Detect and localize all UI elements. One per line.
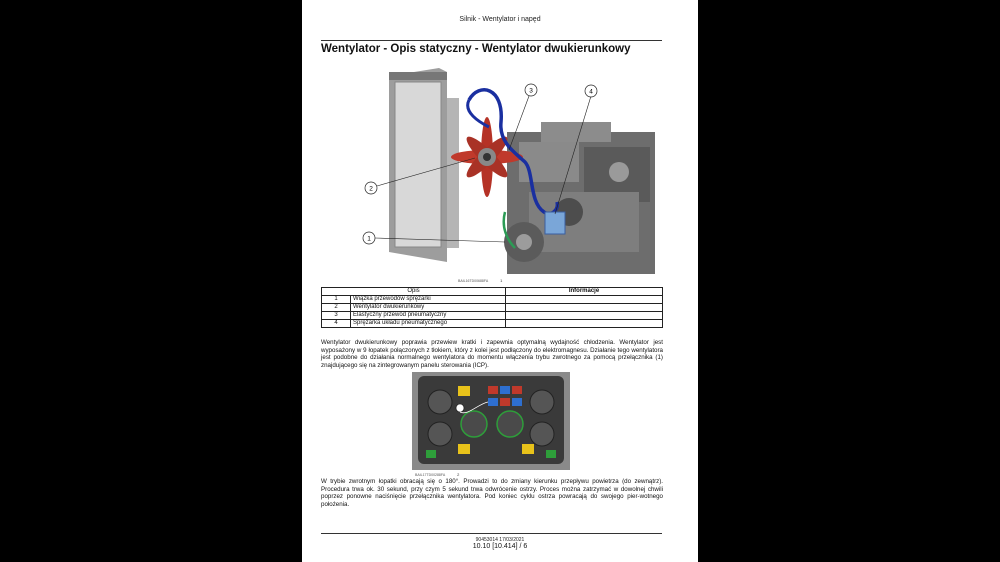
table-header-row [322, 288, 663, 296]
section-title: Wentylator - Opis statyczny - Wentylator dwukierunkowy [321, 43, 631, 55]
running-head: Silnik - Wentylator i napęd [459, 16, 541, 23]
figure2-caption [415, 472, 459, 477]
figure1-caption [458, 278, 502, 283]
table-row [322, 320, 663, 328]
header-rule [321, 40, 662, 41]
col-header-informacje: Informacje [506, 288, 663, 296]
row-number: 2 [322, 304, 351, 312]
figure1-code: BAIL16TD00688FA [458, 279, 489, 283]
paragraph-fan-description: Wentylator dwukierunkowy poprawia przewiew kratki i zapewnia optymalną wydajność chłodzenia. Wentylator jest wyposażony w 9 łopatek połączonych z tłokiem, który z kolei jest podłączony do elektromagnesu. Działanie tego wentylatora jest podobne do działania normalnego wentylatora do momentu włączenia trybu zwrotnego za pomocą przełącznika (1) znajdującego się na zintegrowanym panelu sterowania (ICP). [321, 339, 663, 369]
row-number: 4 [322, 320, 351, 328]
figure1-number: 1 [500, 278, 503, 283]
row-number: 1 [322, 296, 351, 304]
svg-text:1: 1 [367, 235, 371, 243]
control-panel-illustration [412, 372, 570, 470]
page-number: 10.10 [10.414] / 6 [472, 543, 528, 550]
document-id: 90453014 17/03/2021 [475, 537, 525, 543]
col-header-opis: Opis [322, 288, 506, 296]
row-info [506, 296, 663, 304]
compressor [545, 212, 565, 234]
row-description: Elastyczny przewód pneumatyczny [351, 312, 506, 320]
manual-page [302, 0, 698, 562]
svg-text:4: 4 [589, 88, 593, 96]
figure2-code: BAIL17TD00288FA [415, 473, 446, 477]
row-number: 3 [322, 312, 351, 320]
engine-fan-illustration [329, 62, 655, 274]
svg-text:3: 3 [529, 87, 533, 95]
callout-3 [525, 84, 537, 96]
callout-4 [585, 85, 597, 97]
table-row [322, 304, 663, 312]
row-description: Wentylator dwukierunkowy [351, 304, 506, 312]
svg-text:2: 2 [369, 185, 373, 193]
row-description: Sprężarka układu pneumatycznego [351, 320, 506, 328]
paragraph-reverse-mode: W trybie zwrotnym łopatki obracają się o 180°. Prowadzi to do zmiany kierunku przepływu powietrza (do zewnątrz). Procedura trwa ok. 30 sekund, przy czym 5 sekund trwa odwrócenie ostrzy. Proces można zatrzymać w dowolnej chwili poprzez ponowne naciśnięcie przełącznika wentylatora. Pod koniec cyklu ostrza powracają do swojego pier-wotnego położenia. [321, 478, 663, 508]
table-row [322, 296, 663, 304]
callout-2 [365, 182, 377, 194]
row-info [506, 312, 663, 320]
table-row [322, 312, 663, 320]
row-info [506, 320, 663, 328]
row-info [506, 304, 663, 312]
row-description: Wiązka przewodów sprężarki [351, 296, 506, 304]
parts-table [321, 287, 663, 328]
footer-rule [321, 533, 662, 534]
callout-1 [363, 232, 375, 244]
figure2-number: 2 [457, 472, 460, 477]
